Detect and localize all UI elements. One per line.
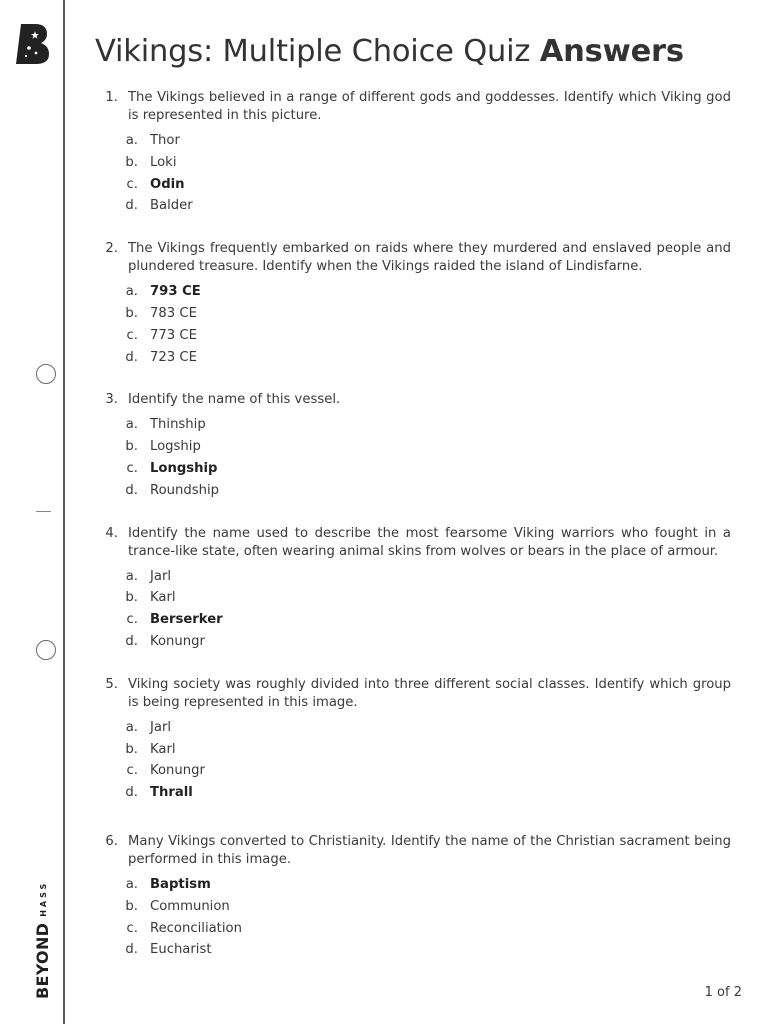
answer-option	[100, 717, 731, 739]
answer-options	[100, 130, 731, 217]
answer-option	[100, 587, 731, 609]
answer-option	[100, 195, 731, 217]
option-letter: a.	[125, 719, 138, 735]
answer-options	[100, 566, 731, 653]
answer-options	[100, 281, 731, 368]
answer-option	[100, 458, 731, 480]
question-6	[100, 833, 731, 961]
margin-line	[63, 0, 65, 1024]
option-letter: b.	[125, 154, 138, 170]
option-letter: a.	[125, 568, 138, 584]
answer-option	[100, 874, 731, 896]
option-text: Jarl	[150, 719, 172, 735]
option-letter: b.	[125, 305, 138, 321]
answer-option	[100, 566, 731, 588]
correct-answer: Berserker	[150, 612, 223, 628]
option-letter: b.	[125, 590, 138, 606]
option-letter: c.	[126, 763, 138, 779]
question-number: 2.	[105, 241, 118, 257]
punch-hole	[36, 640, 56, 660]
question-1	[100, 89, 731, 217]
answer-option	[100, 939, 731, 961]
fold-mark	[36, 511, 51, 512]
option-letter: d.	[125, 785, 138, 801]
option-letter: d.	[125, 198, 138, 214]
option-letter: d.	[125, 482, 138, 498]
option-letter: c.	[126, 612, 138, 628]
answer-option	[100, 609, 731, 631]
correct-answer: Thrall	[150, 785, 193, 801]
page-number: 1 of 2	[704, 985, 742, 1000]
answer-option	[100, 631, 731, 653]
title-main: Vikings: Multiple Choice Quiz	[95, 34, 531, 69]
answer-option	[100, 896, 731, 918]
option-text: Reconciliation	[150, 920, 242, 936]
correct-answer: Odin	[150, 176, 185, 192]
brand-name: BEYOND	[33, 922, 52, 999]
question-number: 1.	[105, 90, 118, 105]
option-letter: d.	[125, 633, 138, 649]
option-letter: a.	[125, 876, 138, 892]
punch-hole	[36, 364, 56, 384]
title-strong: Answers	[539, 34, 684, 69]
question-5	[100, 676, 731, 804]
option-text: Karl	[150, 741, 176, 757]
answer-option	[100, 760, 731, 782]
option-text: Thinship	[150, 417, 206, 433]
question-number: 4.	[105, 525, 118, 541]
option-text: Thor	[150, 133, 180, 148]
option-letter: b.	[125, 439, 138, 455]
option-text: Loki	[150, 154, 177, 170]
answer-option	[100, 281, 731, 303]
correct-answer: Longship	[150, 460, 218, 476]
option-letter: d.	[125, 349, 138, 365]
question-text: Many Vikings converted to Christianity. Identify the name of the Christian sacrament being performed in this image.	[128, 833, 731, 867]
answer-options	[100, 874, 731, 961]
answer-option	[100, 303, 731, 325]
option-text: Konungr	[150, 763, 205, 779]
option-letter: b.	[125, 898, 138, 914]
question-text: Identify the name used to describe the most fearsome Viking warriors who fought in a trance-like state, often wearing animal skins from wolves or bears in the place of armour.	[128, 525, 731, 559]
answer-option	[100, 174, 731, 196]
option-text: Konungr	[150, 633, 205, 649]
question-number: 3.	[105, 392, 118, 408]
answer-option	[100, 347, 731, 369]
option-text: 783 CE	[150, 305, 197, 321]
option-text: Logship	[150, 439, 201, 455]
answer-option	[100, 739, 731, 761]
correct-answer: 793 CE	[150, 284, 201, 300]
answer-option	[100, 480, 731, 502]
option-text: 773 CE	[150, 327, 197, 343]
option-text: Jarl	[150, 568, 172, 584]
option-letter: a.	[125, 417, 138, 433]
answer-options	[100, 717, 731, 804]
question-text: The Vikings frequently embarked on raids where they murdered and enslaved people and plundered treasure. Identify when the Vikings raided the island of Lindisfarne.	[128, 241, 731, 275]
option-letter: b.	[125, 741, 138, 757]
answer-option	[100, 918, 731, 940]
answer-option	[100, 325, 731, 347]
question-4	[100, 525, 731, 653]
option-letter: a.	[125, 133, 138, 148]
answer-option	[100, 436, 731, 458]
option-text: 723 CE	[150, 349, 197, 365]
option-letter: c.	[126, 460, 138, 476]
option-letter: c.	[126, 920, 138, 936]
question-3	[100, 391, 731, 501]
answer-option	[100, 130, 731, 152]
beyond-b-logo-icon	[14, 22, 52, 66]
question-number: 6.	[105, 833, 118, 849]
question-2	[100, 240, 731, 368]
option-text: Eucharist	[150, 942, 212, 958]
option-text: Balder	[150, 198, 193, 214]
option-letter: c.	[126, 327, 138, 343]
question-text: Viking society was roughly divided into three different social classes. Identify which group is being represented in this image.	[128, 676, 731, 710]
option-text: Roundship	[150, 482, 219, 498]
question-text: Identify the name of this vessel.	[128, 392, 341, 408]
quiz-list	[100, 89, 731, 961]
option-letter: d.	[125, 942, 138, 958]
answer-option	[100, 152, 731, 174]
question-text: The Vikings believed in a range of different gods and goddesses. Identify which Viking god is represented in this picture.	[128, 90, 731, 123]
option-letter: c.	[126, 176, 138, 192]
brand-subject: HASS	[39, 880, 48, 917]
option-letter: a.	[125, 284, 138, 300]
option-text: Karl	[150, 590, 176, 606]
correct-answer: Baptism	[150, 876, 211, 892]
question-number: 5.	[105, 676, 118, 692]
answer-options	[100, 414, 731, 501]
answer-option	[100, 414, 731, 436]
page-title	[95, 34, 684, 69]
brand-wordmark	[33, 881, 52, 999]
answer-option	[100, 782, 731, 804]
option-text: Communion	[150, 898, 230, 914]
